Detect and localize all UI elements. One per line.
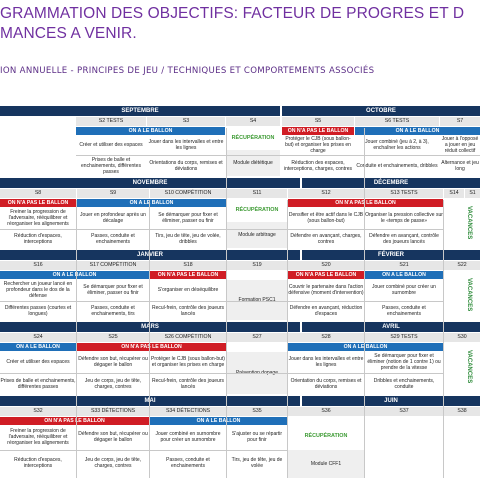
- technique-cell: Défendre en avançant, réduction d'espaces: [289, 304, 363, 317]
- month-header-octobre: OCTOBRE: [282, 106, 480, 116]
- objective-cell: Jouer combiné pour créer un surnombre: [372, 283, 436, 296]
- month-header-novembre: NOVEMBRE: [0, 178, 300, 188]
- technique-cell: Recul-frein, contrôle des joueurs lancés: [152, 377, 224, 390]
- month-header-septembre: SEPTEMBRE: [0, 106, 280, 116]
- tag-off-ballon: ON N'A PAS LE BALLON: [0, 199, 76, 207]
- session-header: S12: [288, 189, 364, 198]
- technique-cell: Passes, conduite et enchainements: [382, 304, 426, 317]
- technique-cell: Passes, conduite et enchainements: [91, 232, 135, 245]
- month-header-fevrier: FÉVRIER: [302, 250, 480, 260]
- session-header: S32: [0, 407, 76, 416]
- tag-on-ballon: ON A LE BALLON: [365, 271, 443, 279]
- column-divider: [364, 128, 365, 478]
- session-header: S33 DÉTECTIONS: [77, 407, 149, 416]
- objective-cell: Se démarquer pour fixer et éliminer, passer ou finir: [83, 283, 143, 296]
- technique-cell: Tirs, jeu de tête, jeu de volée, dribbles: [155, 232, 221, 245]
- tag-off-ballon: ON N'A PAS LE BALLON: [150, 271, 226, 279]
- technique-cell: Défendre en avançant, charges, contres: [290, 232, 362, 245]
- month-header-janvier: JANVIER: [0, 250, 300, 260]
- objective-cell: Freiner la progression de l'adversaire, rééquilibrer et réorganiser les alignements: [7, 427, 69, 447]
- objective-cell: Rechercher un joueur lancé en profondeur dans le dos de la défense: [3, 280, 73, 300]
- session-header: S13 TESTS: [365, 189, 443, 198]
- vacances-label: VACANCES: [466, 278, 472, 312]
- session-header: S8: [0, 189, 76, 198]
- vacances-label: VACANCES: [466, 206, 472, 240]
- recuperation-label: RÉCUPÉRATION: [231, 134, 275, 141]
- session-header: S30: [444, 333, 480, 342]
- month-header-avril: AVRIL: [302, 322, 480, 332]
- row-divider: [0, 373, 443, 374]
- tag-on-ballon: ON A LE BALLON: [355, 127, 480, 135]
- month-header-mai: MAI: [0, 396, 300, 406]
- block-mai-juin: [0, 396, 480, 480]
- objective-cell: Organiser la pression collective sur le «temps de passe»: [365, 211, 443, 224]
- objective-cell: Jouer en profondeur après un décalage: [80, 211, 146, 224]
- objective-cell: Freiner la progression de l'adversaire, rééquilibrer et réorganiser les alignements: [7, 208, 69, 228]
- technique-cell: Dribbles et enchainements, conduite: [373, 377, 435, 390]
- technique-cell: Tirs, jeu de tête, jeu de volée: [231, 456, 283, 469]
- technique-cell: Défendre en avançant, contrôle des joueurs lancés: [369, 232, 439, 245]
- objective-cell: S'ajuster ou se répartir pour finir: [231, 430, 283, 443]
- session-header: S20: [288, 261, 364, 270]
- tag-on-ballon: ON A LE BALLON: [150, 417, 287, 425]
- technique-cell: Passes, conduite et enchainements, tirs: [91, 304, 135, 317]
- month-header-mars: MARS: [0, 322, 300, 332]
- tag-off-ballon: ON N'A PAS LE BALLON: [288, 199, 443, 207]
- objective-cell: Créer et utiliser des espaces: [79, 141, 143, 148]
- session-header: S26 COMPÉTITION: [150, 333, 226, 342]
- objective-cell: Jouer dans les intervalles et entre les lignes: [148, 138, 224, 151]
- objective-cell: Couvrir le partenaire dans l'action défensive (moment d'intervention): [288, 283, 364, 296]
- session-header: S17 COMPÉTITION: [77, 261, 149, 270]
- technique-cell: Réduction des espaces, interceptions, charges, contres: [283, 159, 353, 172]
- row-divider: [76, 155, 480, 156]
- objective-cell: Jouer combiné (jeu à 2, à 3), enchaîner les actions: [365, 138, 429, 151]
- session-header: S9: [77, 189, 149, 198]
- technique-cell: Recul-frein, contrôle des joueurs lancés: [152, 304, 224, 317]
- tag-off-ballon: ON N'A PAS LE BALLON: [282, 127, 354, 135]
- session-header: S38: [444, 407, 480, 416]
- session-header: S16: [0, 261, 76, 270]
- column-divider: [226, 128, 227, 478]
- title-line-2: MANCES A VENIR.: [0, 25, 137, 42]
- session-header: S10 COMPÉTITION: [150, 189, 226, 198]
- session-header: S34 DÉTECTIONS: [150, 407, 226, 416]
- objective-cell: Se démarquer pour fixer et éliminer, passer ou finir: [158, 211, 218, 224]
- column-divider: [149, 200, 150, 478]
- module-cell: Prévention dopage: [227, 352, 287, 394]
- session-header: S24: [0, 333, 76, 342]
- objective-cell: Se démarquer pour fixer et éliminer (notion de 1 contre 1) ou prendre de la vitesse: [367, 352, 441, 372]
- recuperation-label: RÉCUPÉRATION: [235, 206, 279, 213]
- objective-cell: Jouer à l'opposé a jouer en jeu réduit collectif: [441, 135, 479, 155]
- session-header: S25: [77, 333, 149, 342]
- technique-cell: Alternance et jeu long: [441, 159, 479, 172]
- module-cell: Formation PSC1: [227, 280, 287, 320]
- objective-cell: Créer et utiliser des espaces: [6, 358, 70, 365]
- technique-cell: Réduction d'espaces, interceptions: [14, 456, 62, 469]
- technique-cell: Jeu de corps, jeu de tête, charges, contres: [84, 456, 142, 469]
- session-header: S18: [150, 261, 226, 270]
- session-header: S3: [147, 117, 225, 126]
- session-header: S7: [440, 117, 480, 126]
- technique-cell: Orientation du corps, remises et déviations: [290, 377, 362, 390]
- month-header-juin: JUIN: [302, 396, 480, 406]
- tag-off-ballon: ON N'A PAS LE BALLON: [0, 417, 149, 425]
- session-header: S5: [282, 117, 354, 126]
- tag-on-ballon: ON A LE BALLON: [76, 127, 225, 135]
- session-header: S21: [365, 261, 443, 270]
- technique-cell: Prises de balle et enchainements, différentes passes: [81, 156, 141, 176]
- session-header: S14: [444, 189, 464, 198]
- technique-cell: Passes, conduite et enchainements: [166, 456, 210, 469]
- session-header: S29 TESTS: [365, 333, 443, 342]
- objective-cell: Jouer combiné en surnombre pour créer un surnombre: [155, 430, 221, 443]
- tag-on-ballon: ON A LE BALLON: [0, 271, 149, 279]
- module-cell: Module CFF1: [288, 450, 364, 478]
- block-mars-avril: [0, 322, 480, 396]
- technique-cell: Prises de balle et enchainements, différentes passes: [0, 377, 76, 390]
- objective-cell: Protéger le CJB (sous ballon-but) et organiser les prises en charge: [285, 135, 351, 155]
- month-header-decembre: DÉCEMBRE: [302, 178, 480, 188]
- row-divider: [0, 229, 443, 230]
- column-divider: [443, 200, 444, 478]
- row-divider: [0, 450, 287, 451]
- session-header: S28: [288, 333, 364, 342]
- block-septembre-octobre: [0, 106, 480, 178]
- tag-on-ballon: ON A LE BALLON: [288, 343, 443, 351]
- session-header: S2 TESTS: [76, 117, 146, 126]
- objective-cell: Densifier et être actif dans le CJB (sous ballon-but): [288, 211, 364, 224]
- session-header: S27: [227, 333, 287, 342]
- session-header: S36: [288, 407, 364, 416]
- objective-cell: Défendre son but, récupérer ou dégager le ballon: [78, 430, 148, 443]
- recuperation-label: RÉCUPÉRATION: [304, 432, 348, 439]
- module-cell: Module diététique: [226, 150, 280, 176]
- planning-grid: [0, 94, 480, 480]
- column-divider: [287, 200, 288, 478]
- session-header: S11: [227, 189, 287, 198]
- section-subtitle: ION ANNUELLE - PRINCIPES DE JEU / TECHNIQUES ET COMPORTEMENTS ASSOCIÉS: [0, 66, 375, 76]
- module-cell: Module arbitrage: [227, 222, 287, 248]
- tag-off-ballon: ON N'A PAS LE BALLON: [288, 271, 364, 279]
- session-header: S4: [226, 117, 280, 126]
- objective-cell: Protéger le CJB (sous ballon-but) et organiser les prises en charge: [151, 355, 225, 368]
- session-header: S35: [227, 407, 287, 416]
- technique-cell: Réduction d'espaces, interceptions: [14, 232, 62, 245]
- block-novembre-decembre: [0, 178, 480, 250]
- objective-cell: Jouer dans les intervalles et entre les lignes: [288, 355, 364, 368]
- session-header: S22: [444, 261, 480, 270]
- tag-off-ballon: ON N'A PAS LE BALLON: [77, 343, 226, 351]
- session-header: S1: [465, 189, 480, 198]
- column-divider: [76, 200, 77, 478]
- page-title: [0, 4, 480, 44]
- technique-cell: Jeu de corps, jeu de tête, charges, contres: [84, 377, 142, 390]
- session-header: S37: [365, 407, 443, 416]
- tag-on-ballon: ON A LE BALLON: [0, 343, 76, 351]
- session-header: S19: [227, 261, 287, 270]
- objective-cell: S'organiser en déséquilibre: [157, 286, 219, 293]
- tag-on-ballon: ON A LE BALLON: [77, 199, 226, 207]
- title-line-1: GRAMMATION DES OBJECTIFS: FACTEUR DE PROGRES ET D: [0, 5, 465, 22]
- block-janvier-fevrier: [0, 250, 480, 322]
- session-header: S6 TESTS: [355, 117, 439, 126]
- technique-cell: Orientations du corps, remises et déviations: [149, 159, 223, 172]
- objective-cell: Défendre son but, récupérer ou dégager le ballon: [78, 355, 148, 368]
- vacances-label: VACANCES: [466, 350, 472, 384]
- technique-cell: Conduite et enchainements, dribbles: [356, 162, 438, 169]
- technique-cell: Différentes passes (courtes et longues): [4, 304, 72, 317]
- row-divider: [0, 301, 443, 302]
